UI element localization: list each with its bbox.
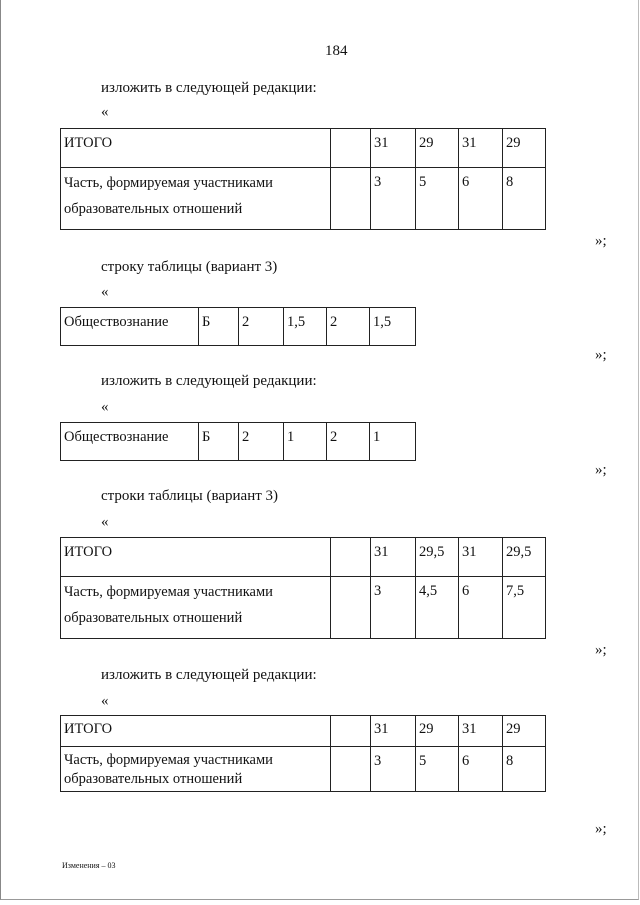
table-cell	[331, 168, 371, 230]
table-cell: 1	[370, 423, 416, 461]
instruction-text: изложить в следующей редакции:	[101, 667, 317, 683]
instruction-text: изложить в следующей редакции:	[101, 80, 317, 96]
table-cell: 31	[371, 129, 416, 168]
table-cell: 1,5	[370, 308, 416, 346]
table-cell: 8	[503, 747, 546, 792]
quote-close: »;	[595, 642, 607, 658]
table-cell: 3	[371, 168, 416, 230]
table-row	[61, 308, 416, 346]
table-cell: 31	[371, 716, 416, 747]
table-row	[61, 538, 546, 577]
table-cell: 1,5	[284, 308, 327, 346]
table-row	[61, 129, 546, 168]
table-cell: ИТОГО	[61, 538, 331, 577]
quote-close: »;	[595, 233, 607, 249]
table-cell: 5	[416, 747, 459, 792]
cell-line: образовательных отношений	[64, 201, 243, 217]
quote-open: «	[101, 284, 109, 300]
quote-close: »;	[595, 462, 607, 478]
table-row	[61, 716, 546, 747]
cell-line: образовательных отношений	[64, 610, 243, 626]
table-cell: 3	[371, 747, 416, 792]
table-cell: 29	[416, 129, 459, 168]
table-cell: 2	[327, 423, 370, 461]
table-cell: 2	[239, 423, 284, 461]
table-cell: Б	[199, 308, 239, 346]
summary-table-1	[60, 128, 546, 230]
page-number: 184	[325, 43, 348, 59]
table-cell: ИТОГО	[61, 129, 331, 168]
quote-open: «	[101, 104, 109, 120]
table-cell	[331, 747, 371, 792]
table-row	[61, 577, 546, 639]
quote-open: «	[101, 693, 109, 709]
quote-close: »;	[595, 347, 607, 363]
table-cell: 7,5	[503, 577, 546, 639]
table-cell	[61, 747, 331, 792]
subject-table-old	[60, 307, 416, 346]
table-cell: 29	[503, 716, 546, 747]
table-cell: 31	[371, 538, 416, 577]
table-cell: ИТОГО	[61, 716, 331, 747]
instruction-text: изложить в следующей редакции:	[101, 373, 317, 389]
table-cell: Б	[199, 423, 239, 461]
summary-table-old	[60, 537, 546, 639]
table-cell: 4,5	[416, 577, 459, 639]
table-cell: 3	[371, 577, 416, 639]
table-cell: 31	[459, 716, 503, 747]
table-cell: Обществознание	[61, 423, 199, 461]
subject-table-new	[60, 422, 416, 461]
table-cell: 31	[459, 538, 503, 577]
cell-line: Часть, формируемая участниками	[64, 584, 273, 600]
quote-open: «	[101, 399, 109, 415]
table-cell	[331, 129, 371, 168]
table-cell: 2	[239, 308, 284, 346]
table-cell: 31	[459, 129, 503, 168]
cell-line: Часть, формируемая участниками	[64, 175, 273, 191]
table-cell: 29,5	[503, 538, 546, 577]
table-cell: 29	[503, 129, 546, 168]
table-cell	[61, 577, 331, 639]
table-row	[61, 747, 546, 792]
table-cell: 5	[416, 168, 459, 230]
table-cell: Обществознание	[61, 308, 199, 346]
table-cell	[331, 538, 371, 577]
table-cell: 2	[327, 308, 370, 346]
summary-table-new	[60, 715, 546, 792]
table-cell	[331, 577, 371, 639]
table-cell: 8	[503, 168, 546, 230]
table-row	[61, 168, 546, 230]
table-cell: 6	[459, 747, 503, 792]
table-cell	[61, 168, 331, 230]
table-row	[61, 423, 416, 461]
footer-note: Изменения – 03	[62, 861, 116, 870]
instruction-text: строку таблицы (вариант 3)	[101, 259, 278, 275]
table-cell: 6	[459, 168, 503, 230]
quote-close: »;	[595, 821, 607, 837]
table-cell: 29,5	[416, 538, 459, 577]
instruction-text: строки таблицы (вариант 3)	[101, 488, 279, 504]
quote-open: «	[101, 514, 109, 530]
cell-line: Часть, формируемая участниками	[64, 752, 273, 768]
table-cell	[331, 716, 371, 747]
table-cell: 6	[459, 577, 503, 639]
table-cell: 29	[416, 716, 459, 747]
cell-line: образовательных отношений	[64, 771, 243, 787]
table-cell: 1	[284, 423, 327, 461]
